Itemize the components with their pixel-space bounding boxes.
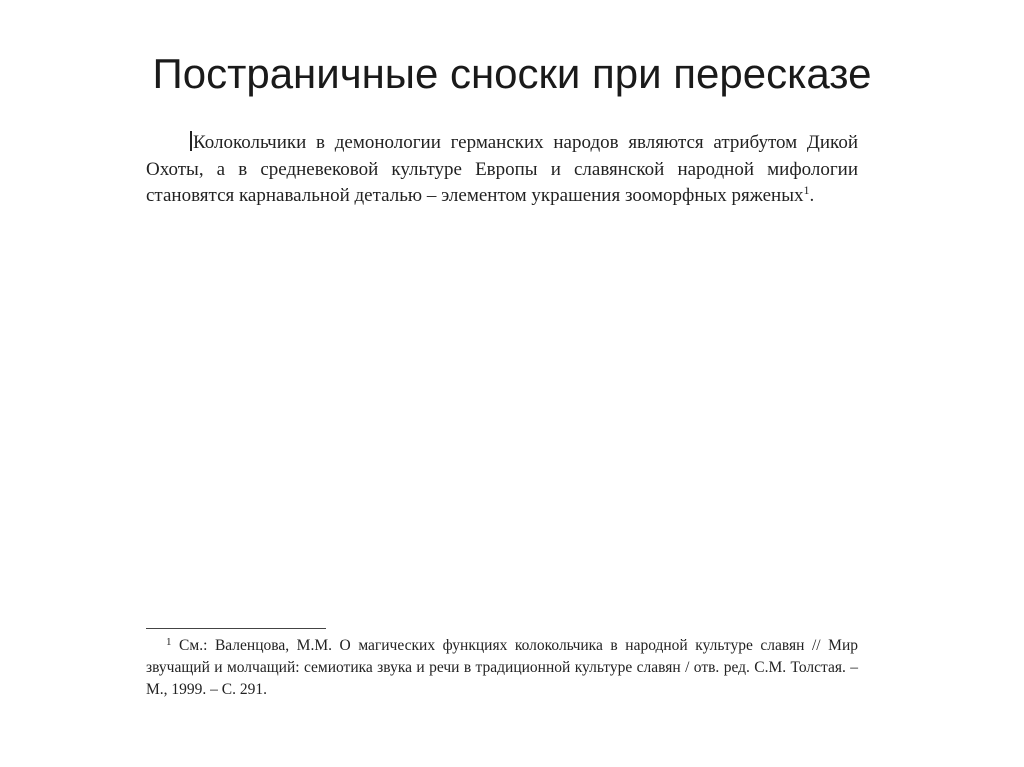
footnote-text: См.: Валенцова, М.М. О магических функциях колокольчика в народной культуре славян // Мир звучащий и молчащий: семиотика звука и речи в традиционной культуре славян / отв. ред. С.М. Толстая. – М., 1999. – С. 291. bbox=[146, 637, 858, 698]
paragraph-end: . bbox=[809, 185, 815, 206]
footnote-marker: 1 bbox=[166, 636, 172, 648]
document-page bbox=[146, 126, 858, 706]
slide-title: Постраничные сноски при пересказе bbox=[152, 50, 872, 97]
body-paragraph bbox=[146, 130, 858, 210]
footnote bbox=[146, 635, 858, 701]
paragraph-text: Колокольчики в демонологии германских народов являются атрибутом Дикой Охоты, а в средневековой культуре Европы и славянской народной мифологии становятся карнавальной деталью – элементом украшения зооморфных ряженых bbox=[146, 132, 858, 206]
footnote-reference: 1 bbox=[803, 183, 810, 197]
text-cursor bbox=[190, 131, 192, 151]
footnote-separator bbox=[146, 628, 326, 629]
